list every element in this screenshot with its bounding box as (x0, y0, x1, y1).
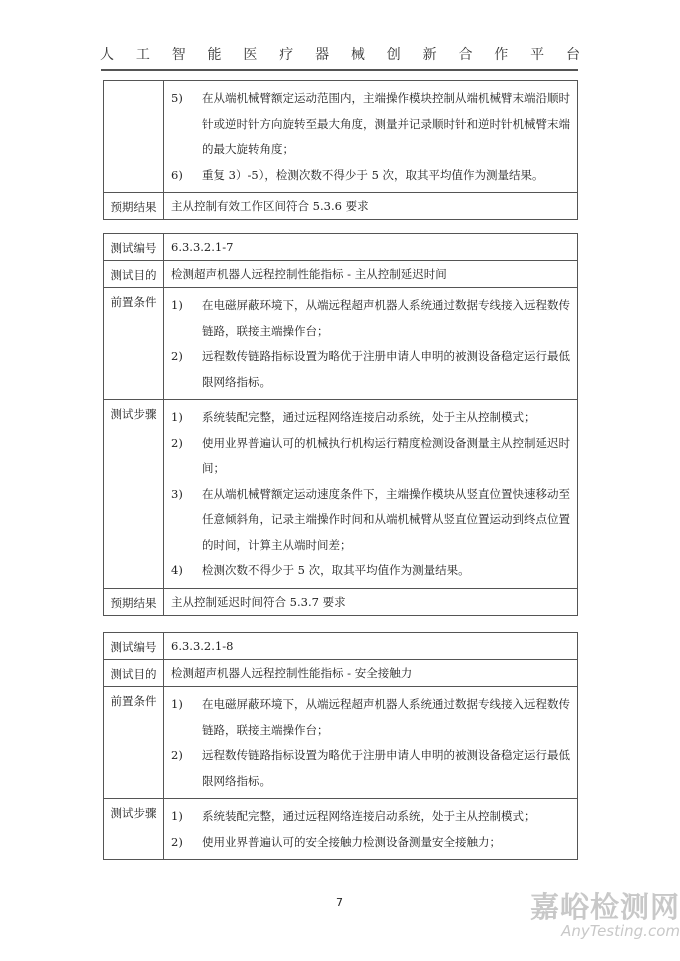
header-char: 创 (386, 47, 401, 63)
row-value: 检测超声机器人远程控制性能指标 - 安全接触力 (164, 660, 578, 687)
header-char: 能 (207, 47, 222, 63)
page-header (100, 44, 580, 66)
list-item: 6) 重复 3）-5），检测次数不得少于 5 次，取其平均值作为测量结果。 (171, 167, 544, 182)
watermark-en: AnyTesting.com (561, 922, 680, 940)
header-char: 器 (315, 47, 330, 63)
row-label: 测试步骤 (104, 400, 164, 589)
row-label: 前置条件 (104, 687, 164, 799)
list-item: 1) 系统装配完整，通过远程网络连接启动系统，处于主从控制模式； (171, 410, 536, 424)
table-row-steps (104, 400, 578, 589)
empty-label-cell (104, 81, 164, 193)
header-char: 疗 (279, 47, 294, 63)
header-char: 工 (135, 47, 150, 63)
row-value: 主从控制有效工作区间符合 5.3.6 要求 (164, 193, 578, 220)
header-char: 台 (565, 47, 580, 63)
row-label: 测试编号 (104, 633, 164, 660)
header-char: 械 (350, 47, 365, 63)
row-label: 测试目的 (104, 261, 164, 288)
list-item: 2) 远程数传链路指标设置为略优于注册申请人申明的被测设备稳定运行最低限网络指标。 (171, 349, 570, 389)
row-label: 预期结果 (104, 193, 164, 220)
row-label: 测试步骤 (104, 799, 164, 860)
list-item: 1) 在电磁屏蔽环境下，从端远程超声机器人系统通过数据专线接入远程数传链路，联接主端操作台； (171, 697, 570, 737)
list-item: 1) 在电磁屏蔽环境下，从端远程超声机器人系统通过数据专线接入远程数传链路，联接主端操作台； (171, 298, 570, 338)
table-row-id (104, 234, 578, 261)
header-char: 人 (100, 47, 114, 63)
header-rule (101, 69, 578, 71)
list-item: 2) 远程数传链路指标设置为略优于注册申请人申明的被测设备稳定运行最低限网络指标。 (171, 748, 570, 788)
header-char: 合 (458, 47, 473, 63)
table-row-preconditions (104, 288, 578, 400)
list-item: 1) 系统装配完整，通过远程网络连接启动系统，处于主从控制模式； (171, 809, 536, 823)
test-table-6-3-3-2-1-8 (103, 632, 578, 860)
list-item: 5) 在从端机械臂额定运动范围内，主端操作模块控制从端机械臂末端沿顺时针或逆时针方向旋转至最大角度，测量并记录顺时针和逆时针机械臂末端的最大旋转角度； (171, 91, 570, 156)
header-char: 作 (494, 47, 509, 63)
row-label: 测试编号 (104, 234, 164, 261)
watermark-cn: 嘉峪检测网 (530, 890, 680, 924)
list-item: 4) 检测次数不得少于 5 次，取其平均值作为测量结果。 (171, 563, 470, 577)
row-label: 前置条件 (104, 288, 164, 400)
header-char: 医 (243, 47, 258, 63)
row-label: 预期结果 (104, 588, 164, 615)
row-value: 检测超声机器人远程控制性能指标 - 主从控制延迟时间 (164, 261, 578, 288)
table-row-preconditions (104, 687, 578, 799)
table-row-steps (104, 81, 578, 193)
header-char: 平 (530, 47, 545, 63)
table-row-purpose (104, 660, 578, 687)
row-value: 6.3.3.2.1-8 (164, 633, 578, 660)
list-item: 3) 在从端机械臂额定运动速度条件下，主端操作模块从竖直位置快速移动至任意倾斜角，记录主端操作时间和从端机械臂从竖直位置运动到终点位置的时间，计算主从端时间差； (171, 486, 570, 552)
table-row-expected (104, 588, 578, 615)
table-row-purpose (104, 261, 578, 288)
header-char: 智 (171, 47, 186, 63)
table-row-steps (104, 799, 578, 860)
watermark (530, 885, 680, 940)
row-label: 测试目的 (104, 660, 164, 687)
row-value: 主从控制延迟时间符合 5.3.7 要求 (164, 588, 578, 615)
header-char: 新 (422, 47, 437, 63)
page-number: 7 (336, 896, 343, 909)
test-table-continued (103, 80, 578, 220)
test-table-6-3-3-2-1-7 (103, 233, 578, 616)
table-row-id (104, 633, 578, 660)
list-item: 2) 使用业界普遍认可的机械执行机构运行精度检测设备测量主从控制延迟时间； (171, 435, 570, 475)
table-row-expected (104, 193, 578, 220)
list-item: 2) 使用业界普遍认可的安全接触力检测设备测量安全接触力； (171, 834, 501, 849)
row-value: 6.3.3.2.1-7 (164, 234, 578, 261)
